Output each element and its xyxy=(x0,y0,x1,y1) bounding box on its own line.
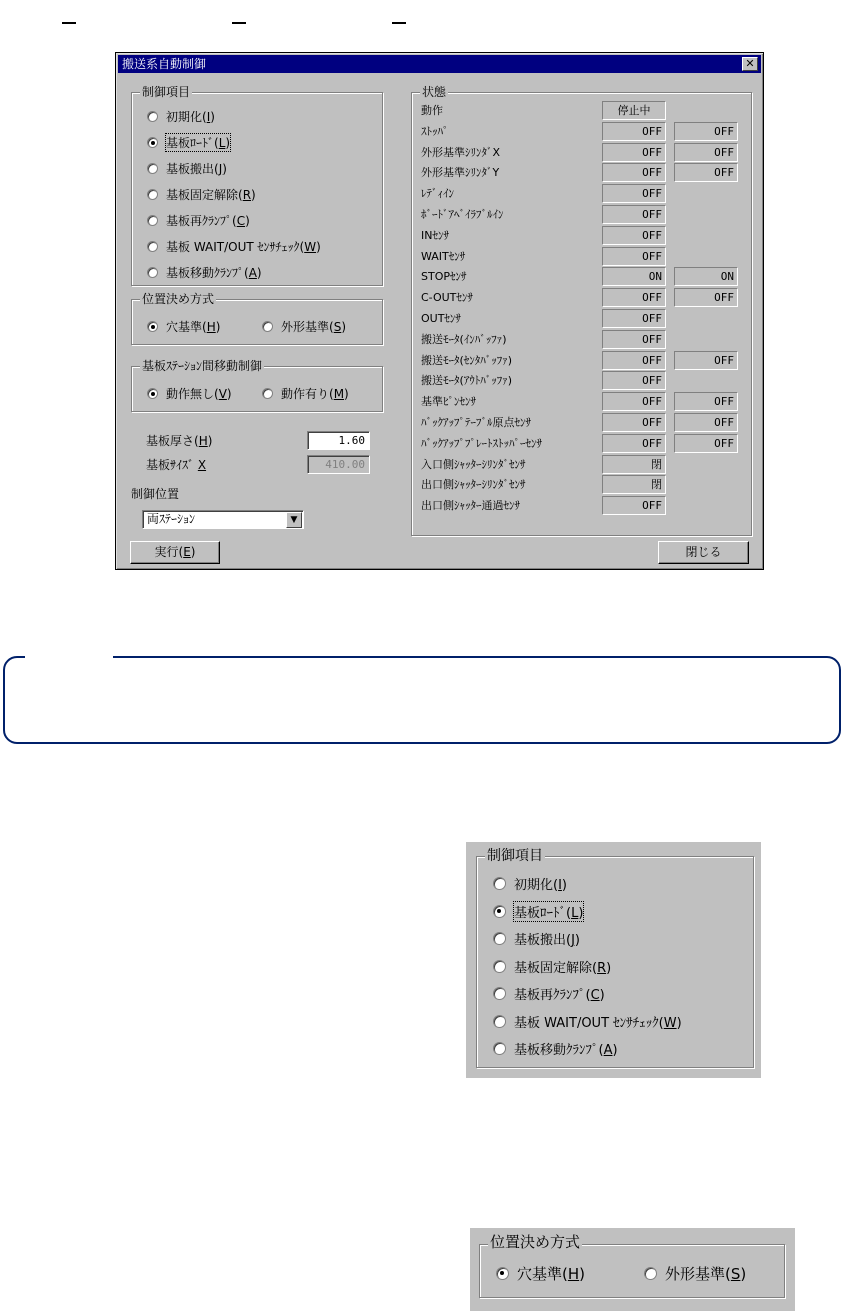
radio-selected-icon[interactable] xyxy=(147,137,158,148)
status-label: 外形基準ｼﾘﾝﾀﾞX xyxy=(421,145,501,159)
status-label: 出口側ｼｬｯﾀｰ通過ｾﾝｻ xyxy=(421,499,520,513)
dialog-title: 搬送系自動制御 xyxy=(122,57,207,71)
size-input: 410.00 xyxy=(307,455,370,474)
group-title: 基板ｽﾃｰｼｮﾝ間移動制御 xyxy=(142,359,263,373)
radio-label: 基板再ｸﾗﾝﾌﾟ(C) xyxy=(514,988,605,1003)
status-value-2: OFF xyxy=(674,434,738,453)
radio-option[interactable] xyxy=(493,985,605,1002)
radio-selected-icon[interactable] xyxy=(147,321,158,332)
status-value-2: OFF xyxy=(674,288,738,307)
status-value: OFF xyxy=(602,143,666,162)
status-value: OFF xyxy=(602,351,666,370)
radio-option[interactable] xyxy=(493,1040,618,1057)
radio-label: 基板搬出(J) xyxy=(166,161,227,176)
execute-button[interactable]: 実行(E) xyxy=(130,541,220,564)
radio-label: 外形基準(S) xyxy=(281,319,346,334)
dialog-titlebar xyxy=(118,55,761,73)
underline-mark xyxy=(392,22,406,24)
radio-option[interactable] xyxy=(262,318,346,334)
control-position-value: 両ｽﾃｰｼｮﾝ xyxy=(147,512,196,526)
status-value-2: OFF xyxy=(674,143,738,162)
radio-icon[interactable] xyxy=(262,321,273,332)
underline-mark xyxy=(232,22,246,24)
radio-selected-icon[interactable] xyxy=(493,905,506,918)
status-value: OFF xyxy=(602,309,666,328)
status-value: 停止中 xyxy=(602,101,666,120)
radio-label: 動作有り(M) xyxy=(281,386,349,401)
radio-option[interactable] xyxy=(262,385,349,401)
radio-option[interactable] xyxy=(147,108,215,124)
radio-selected-icon[interactable] xyxy=(496,1267,509,1280)
group-title: 位置決め方式 xyxy=(142,292,215,306)
status-label: ﾚﾃﾞｨｲﾝ xyxy=(421,187,454,201)
radio-option[interactable] xyxy=(147,160,227,176)
control-position-select[interactable] xyxy=(142,510,304,529)
radio-label: 外形基準(S) xyxy=(665,1265,747,1283)
status-value: OFF xyxy=(602,496,666,515)
radio-option[interactable] xyxy=(493,903,583,920)
radio-icon[interactable] xyxy=(147,267,158,278)
radio-label: 基板 WAIT/OUT ｾﾝｻﾁｪｯｸ(W) xyxy=(514,1015,682,1031)
radio-label: 穴基準(H) xyxy=(517,1265,585,1283)
status-value: OFF xyxy=(602,163,666,182)
radio-label: 基板 WAIT/OUT ｾﾝｻﾁｪｯｸ(W) xyxy=(166,239,321,254)
radio-icon[interactable] xyxy=(644,1267,657,1280)
status-value: OFF xyxy=(602,330,666,349)
control-items-group xyxy=(476,848,754,1068)
status-value: 閉 xyxy=(602,475,666,494)
status-label: STOPｾﾝｻ xyxy=(421,270,467,284)
status-label: OUTｾﾝｻ xyxy=(421,312,461,325)
status-value-2: OFF xyxy=(674,351,738,370)
radio-icon[interactable] xyxy=(147,241,158,252)
status-value: OFF xyxy=(602,288,666,307)
radio-icon[interactable] xyxy=(493,932,506,945)
radio-option[interactable] xyxy=(147,212,250,228)
radio-icon[interactable] xyxy=(147,111,158,122)
radio-option[interactable] xyxy=(147,238,321,254)
radio-icon[interactable] xyxy=(147,189,158,200)
radio-option[interactable] xyxy=(147,264,262,280)
status-value: ON xyxy=(602,267,666,286)
radio-label: 基板固定解除(R) xyxy=(514,960,612,976)
radio-icon[interactable] xyxy=(493,987,506,1000)
status-value-2: ON xyxy=(674,267,738,286)
status-label: 搬送ﾓｰﾀ(ｾﾝﾀﾊﾞｯﾌｧ) xyxy=(421,353,513,367)
status-label: INｾﾝｻ xyxy=(421,228,449,242)
status-group xyxy=(411,85,752,536)
close-button[interactable]: 閉じる xyxy=(658,541,749,564)
status-value: OFF xyxy=(602,392,666,411)
underline-mark xyxy=(62,22,76,24)
group-title: 制御項目 xyxy=(487,848,543,864)
radio-icon[interactable] xyxy=(493,877,506,890)
radio-label: 基板ﾛｰﾄﾞ(L) xyxy=(514,902,583,921)
zoom-positioning-panel xyxy=(470,1228,795,1311)
group-title: 状態 xyxy=(422,85,447,99)
radio-option[interactable] xyxy=(493,958,611,975)
status-value-2: OFF xyxy=(674,413,738,432)
status-label: ﾎﾞｰﾄﾞｱﾍﾞｲﾗﾌﾞﾙｲﾝ xyxy=(421,208,504,221)
radio-option[interactable] xyxy=(147,385,232,401)
positioning-group xyxy=(131,292,383,345)
group-title: 制御項目 xyxy=(142,85,191,99)
status-value-2: OFF xyxy=(674,392,738,411)
status-label: 外形基準ｼﾘﾝﾀﾞY xyxy=(421,166,500,180)
status-value-2: OFF xyxy=(674,163,738,182)
status-label: ﾊﾞｯｸｱｯﾌﾟﾃｰﾌﾞﾙ原点ｾﾝｻ xyxy=(421,416,531,429)
status-value-2: OFF xyxy=(674,122,738,141)
status-label: ｽﾄｯﾊﾟ xyxy=(421,124,449,138)
status-label: WAITｾﾝｻ xyxy=(421,249,466,263)
radio-label: 初期化(I) xyxy=(514,878,567,893)
radio-option[interactable] xyxy=(493,1013,682,1030)
radio-label: 基板ﾛｰﾄﾞ(L) xyxy=(166,135,231,150)
radio-icon[interactable] xyxy=(147,163,158,174)
radio-icon[interactable] xyxy=(493,1042,506,1055)
thickness-label: 基板厚さ(H) xyxy=(146,434,213,448)
radio-option[interactable] xyxy=(147,134,230,150)
thickness-input[interactable]: 1.60 xyxy=(307,431,370,450)
status-value: 閉 xyxy=(602,455,666,474)
radio-option[interactable] xyxy=(493,930,580,947)
station-move-group xyxy=(131,359,383,412)
status-label: 基準ﾋﾟﾝｾﾝｻ xyxy=(421,395,476,409)
status-label: C-OUTｾﾝｻ xyxy=(421,291,473,305)
radio-icon[interactable] xyxy=(493,960,506,973)
radio-label: 穴基準(H) xyxy=(166,319,221,334)
status-value: OFF xyxy=(602,122,666,141)
radio-option[interactable] xyxy=(493,875,567,892)
radio-option[interactable] xyxy=(147,186,256,202)
radio-option[interactable] xyxy=(496,1264,585,1283)
radio-option[interactable] xyxy=(644,1264,746,1283)
status-value: OFF xyxy=(602,413,666,432)
close-icon[interactable]: ✕ xyxy=(742,57,758,71)
size-label: 基板ｻｲｽﾞ X xyxy=(146,458,207,472)
status-value: OFF xyxy=(602,247,666,266)
status-label: ﾊﾞｯｸｱｯﾌﾟﾌﾟﾚｰﾄｽﾄｯﾊﾟｰｾﾝｻ xyxy=(421,436,542,450)
zoom-control-panel xyxy=(466,842,761,1078)
status-value: OFF xyxy=(602,226,666,245)
control-items-group xyxy=(131,85,383,286)
chevron-down-icon[interactable]: ▼ xyxy=(286,512,302,528)
note-tab xyxy=(25,655,113,660)
status-label: 搬送ﾓｰﾀ(ｲﾝﾊﾞｯﾌｧ) xyxy=(421,332,507,346)
status-value: OFF xyxy=(602,434,666,453)
auto-control-dialog xyxy=(115,52,764,570)
radio-label: 基板再ｸﾗﾝﾌﾟ(C) xyxy=(166,213,250,228)
status-value: OFF xyxy=(602,205,666,224)
note-box xyxy=(3,656,841,744)
positioning-group xyxy=(479,1233,785,1298)
status-label: 動作 xyxy=(421,104,443,117)
radio-label: 基板移動ｸﾗﾝﾌﾟ(A) xyxy=(166,265,262,280)
status-label: 出口側ｼｬｯﾀｰｼﾘﾝﾀﾞｾﾝｻ xyxy=(421,478,526,492)
radio-option[interactable] xyxy=(147,318,220,334)
status-value: OFF xyxy=(602,184,666,203)
radio-label: 初期化(I) xyxy=(166,109,215,124)
status-value: OFF xyxy=(602,371,666,390)
radio-selected-icon[interactable] xyxy=(147,388,158,399)
group-title: 位置決め方式 xyxy=(490,1233,581,1251)
control-position-label: 制御位置 xyxy=(131,487,180,501)
status-label: 搬送ﾓｰﾀ(ｱｳﾄﾊﾞｯﾌｧ) xyxy=(421,374,513,388)
radio-label: 基板搬出(J) xyxy=(514,933,580,948)
radio-label: 基板固定解除(R) xyxy=(166,187,256,202)
radio-label: 基板移動ｸﾗﾝﾌﾟ(A) xyxy=(514,1043,618,1058)
status-label: 入口側ｼｬｯﾀｰｼﾘﾝﾀﾞｾﾝｻ xyxy=(421,457,526,471)
radio-icon[interactable] xyxy=(493,1015,506,1028)
radio-label: 動作無し(V) xyxy=(166,386,232,401)
radio-icon[interactable] xyxy=(262,388,273,399)
radio-icon[interactable] xyxy=(147,215,158,226)
